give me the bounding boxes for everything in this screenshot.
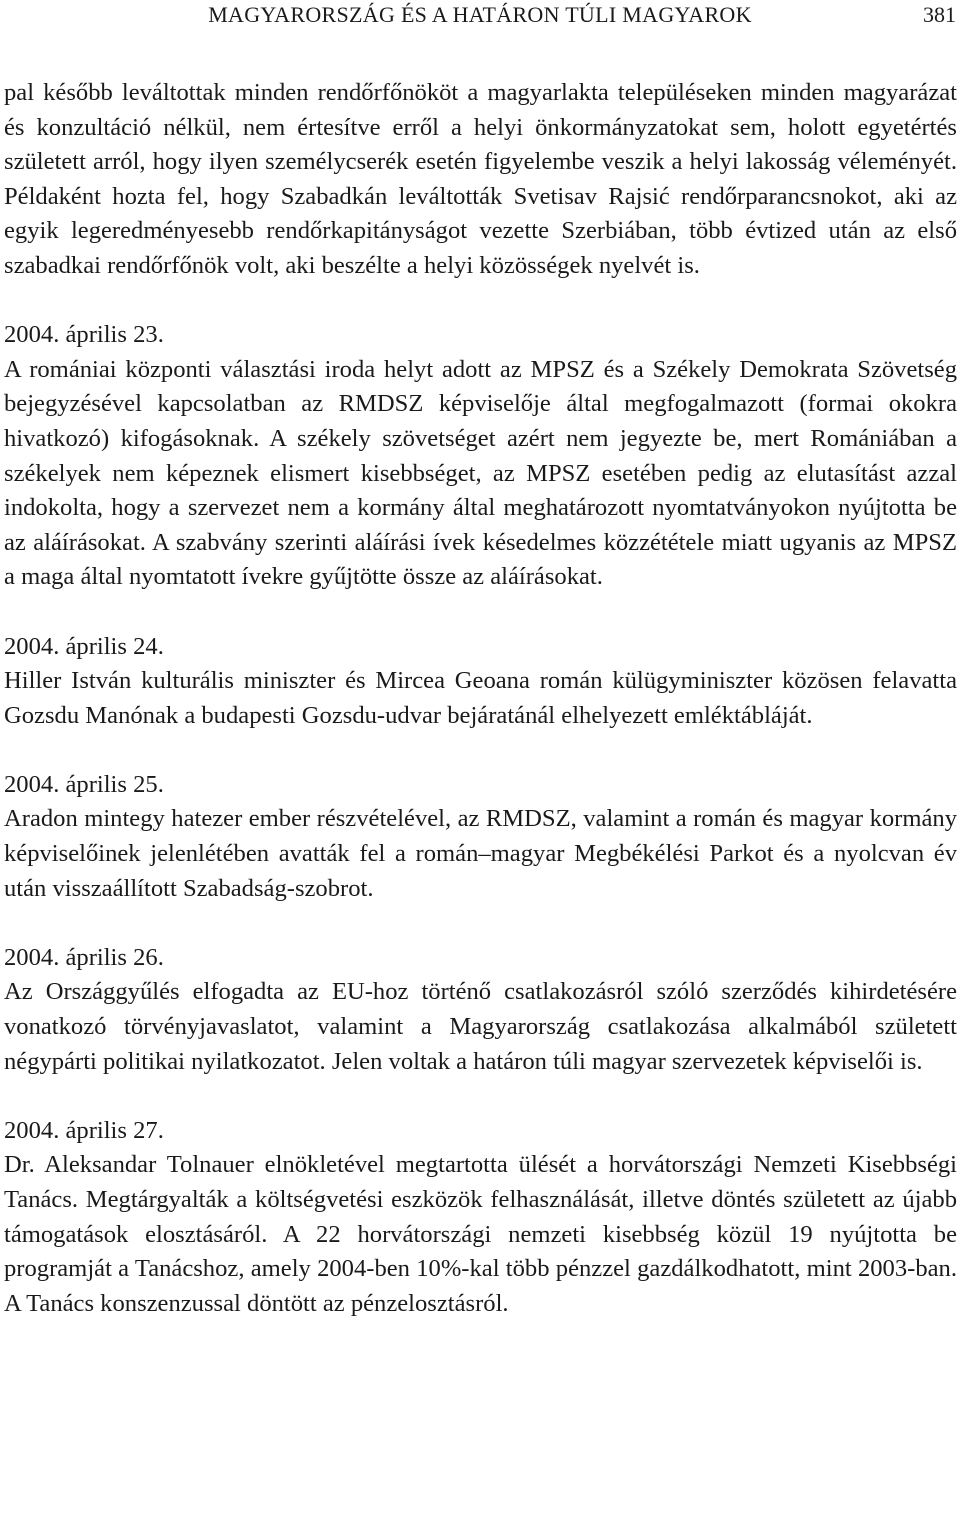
entry-date: 2004. április 27. [4,1116,164,1144]
entry-text: Az Országgyűlés elfogadta az EU-hoz történő csatlakozásról szóló szerződés kihirdetésére vonatkozó törvényjavaslatot, valamint a Magyarország csatlakozása alkalmából született négypárti politikai nyilatkozatot. Jelen voltak a határon túli magyar szervezetek képviselői is. [4,978,957,1075]
entry-text: A romániai központi választási iroda helyt adott az MPSZ és a Székely Demokrata Szövetség bejegyzésével kapcsolatban az RMDSZ képviselője által megfogalmazott (formai okokra hivatkozó) kifogásoknak. A székely szövetséget azért nem jegyezte be, mert Romániában a székelyek nem képeznek elismert kisebbséget, az MPSZ esetében pedig az elutasítást azzal indokolta, hogy a szervezet nem a kormány által meghatározott nyomtatványokon nyújtotta be az aláírásokat. A szabvány szerinti aláírási ívek késedelmes közzététele miatt ugyanis az MPSZ a maga által nyomtatott ívekre gyűjtötte össze az aláírásokat. [4,355,957,591]
entry-date: 2004. április 25. [4,770,164,798]
chronology-entry [4,630,957,734]
entry-date: 2004. április 26. [4,943,164,971]
body-text [4,76,957,1321]
entry-date: 2004. április 24. [4,632,164,660]
entry-date: 2004. április 23. [4,321,164,349]
entry-text: Dr. Aleksandar Tolnauer elnökletével megtartotta ülését a horvátországi Nemzeti Kisebbségi Tanács. Megtárgyalták a költségvetési eszközök felhasználását, illetve döntés született az újabb támogatások elosztásáról. A 22 horvátországi nemzeti kisebbség közül 19 nyújtotta be programját a Tanácshoz, amely 2004-ben 10%-kal több pénzzel gazdálkodhatott, mint 2003-ban. A Tanács konszenzussal döntött az pénzelosztásról. [4,1151,957,1317]
chronology-entry [4,941,957,1079]
entry-text: Hiller István kulturális miniszter és Mircea Geoana román külügyminiszter közösen felavatta Gozsdu Manónak a budapesti Gozsdu-udvar bejáratánál elhelyezett emléktábláját. [4,667,957,729]
page-number: 381 [923,2,956,27]
chronology-entry [4,1114,957,1322]
chronology-entry [4,318,957,595]
lead-paragraph: pal később leváltottak minden rendőrfőnököt a magyarlakta településeken minden magyarázat és konzultáció nélkül, nem értesítve erről a helyi önkormányzatokat sem, holott egyetértés született arról, hogy ilyen személycserék esetén figyelembe veszik a helyi lakosság véleményét. Példaként hozta fel, hogy Szabadkán leváltották Svetisav Rajsić rendőrparancsnokot, aki az egyik legeredményesebb rendőrkapitányságot vezette Szerbiában, több évtized után az első szabadkai rendőrfőnök volt, aki beszélte a helyi közösségek nyelvét is. [4,79,957,279]
chronology-entry [4,768,957,906]
running-header [0,2,960,32]
running-title: MAGYARORSZÁG ÉS A HATÁRON TÚLI MAGYAROK [208,2,752,27]
entry-text: Aradon mintegy hatezer ember részvételével, az RMDSZ, valamint a román és magyar kormány képviselőinek jelenlétében avatták fel a román–magyar Megbékélési Parkot és a nyolcvan év után visszaállított Szabadság-szobrot. [4,805,957,902]
